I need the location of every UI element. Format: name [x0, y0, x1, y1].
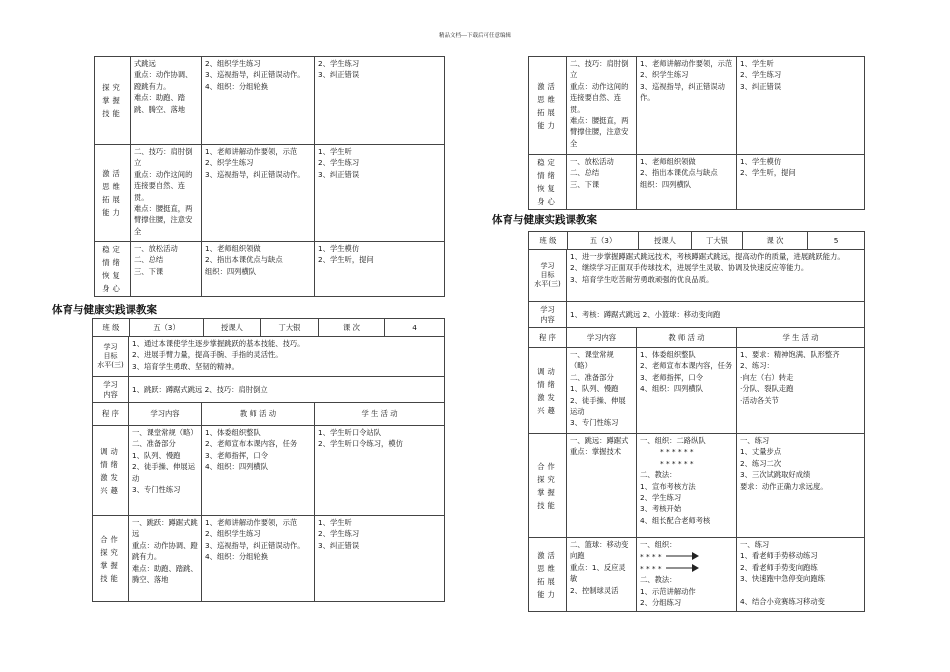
organization-text: 一、组织：: [640, 540, 677, 549]
phase-label: 调动 情绪 激发 兴趣: [93, 426, 129, 516]
lesson-plan-title: 体育与健康实践课教案: [492, 214, 597, 226]
learning-content-cell: 一、跳远：蹲踞式 重点：掌握技术: [567, 434, 637, 538]
learning-content-cell: 一、课堂常规（略） 二、准备部分 1、队列、慢跑 2、徒手操、伸展运动 3、专门性练习: [129, 426, 202, 516]
teacher-activity-cell: 2、组织学生练习 3、巡视指导，纠正错误动作。 4、组织：分组轮换: [202, 57, 315, 145]
col-order: 程 序: [93, 403, 129, 426]
student-activity-cell: 1、学生听口令站队 2、学生听口令练习，模仿: [315, 426, 445, 516]
learning-content: 1、考核：蹲踞式跳远 2、小篮球：移动变向跑: [567, 302, 865, 328]
class-label: 班 级: [102, 322, 120, 332]
right-top-table: [528, 56, 865, 210]
col-teacher: 教 师 活 动: [202, 403, 315, 426]
phase-label: 激活 思维 拓展 能力: [529, 538, 567, 612]
class-label: 班 级: [539, 235, 557, 245]
col-content: 学习内容: [567, 328, 637, 348]
teacher-activity-cell: 1、老师讲解动作要领，示范 2、织学生练习 3、巡视指导，纠正错误动作。: [202, 145, 315, 242]
teacher-activity-cell: [637, 538, 737, 612]
student-activity-cell: 1、学生听 2、学生练习 3、纠正错误: [315, 145, 445, 242]
learning-content-cell: 二、技巧：肩肘倒立 重点：动作这间的连接要自然、连贯。 难点：腰挺直，两臂撑住腰，注意安全: [131, 145, 202, 242]
learning-goals: 1、通过本课使学生逐步掌握跳跃的基本技能、技巧。 2、进展手臂力量，提高手腕、手指的灵活性。 3、培育学生勇敢、坚韧的精神。: [129, 337, 445, 377]
learning-content: 1、跳跃：蹲踞式跳远 2、技巧：肩肘倒立: [129, 377, 445, 403]
phase-label: 调动 情绪 激发 兴趣: [529, 348, 567, 434]
learning-content-label: 学习 内容: [93, 377, 129, 403]
organization-text: 一、组织：二路纵队: [640, 436, 706, 445]
student-activity-cell: 1、学生模仿 2、学生听，提问: [315, 242, 445, 297]
learning-content-cell: 一、课堂常规（略） 二、准备部分 1、队列、慢跑 2、徒手操、伸展运动 3、专门性练习: [567, 348, 637, 434]
learning-goals: 1、进一步掌握蹲踞式跳远技术，考核蹲踞式跳远，提高动作的质量，进展跳跃能力。 2、继续学习正面双手传球技术，进展学生灵敏、协调及快速反应等能力。 3、培育学生吃苦耐劳勇敢顽强的优良品质。: [567, 250, 865, 302]
lesson-number-label: 课 次: [742, 232, 807, 249]
student-activity-cell: 1、要求：精神饱满、队形整齐 2、练习： ·向左（右）转走 ·分队、裂队走跑 ·活动各关节: [737, 348, 865, 434]
lesson-number: 5: [807, 232, 864, 249]
learning-content-label: 学习 内容: [529, 302, 567, 328]
learning-content-cell: 一、放松活动 二、总结 三、下课: [567, 155, 637, 210]
learning-goals-label: 学习 目标 水平(三): [529, 250, 567, 302]
teacher-activity-cell: 1、体委组织整队 2、老师宣布本课内容，任务 3、老师指挥，口令 4、组织：四列横队: [202, 426, 315, 516]
arrow-icon: [666, 550, 700, 562]
phase-label: 合作 探究 掌握 技能: [93, 516, 129, 602]
col-teacher: 教 师 活 动: [637, 328, 737, 348]
lesson-plan-table-5: [528, 231, 865, 612]
learning-content-cell: 二、技巧：肩肘倒立 重点：动作这间的连接要自然、连贯。 难点：腰挺直，两臂撑住腰，注意安全: [567, 57, 637, 155]
teacher-name: 丁大银: [691, 232, 742, 249]
student-activity-cell: 2、学生练习 3、纠正错误: [315, 57, 445, 145]
student-activity-cell: 1、学生听 2、学生练习 3、纠正错误: [315, 516, 445, 602]
method-text: 二、教法： 1、宣布考核方法 2、学生练习 3、考核开始 4、组长配合老师考核: [640, 470, 711, 525]
class-value: 五（3）: [567, 232, 638, 249]
phase-label: 探究 掌握 技能: [95, 57, 131, 145]
student-activity-cell: 一、练习 1、看老师手势移动练习 2、看老师手势变向跑练 3、快速跑中急停变向跑练 4、结合小竞赛练习移动变: [737, 538, 865, 612]
teacher-activity-cell: 1、老师讲解动作要领，示范 2、织学生练习 3、巡视指导，纠正错误动作。: [637, 57, 737, 155]
method-text: 二、教法： 1、示范讲解动作 2、分组练习: [640, 575, 696, 608]
teacher-label: 授课人: [203, 319, 260, 336]
student-activity-cell: 1、学生听 2、学生练习 3、纠正错误: [737, 57, 865, 155]
teacher-activity-cell: 1、老师讲解动作要领，示范 2、组织学生练习 3、巡视指导，纠正错误动作。 4、组织：分组轮换: [202, 516, 315, 602]
lesson-plan-title: 体育与健康实践课教案: [52, 304, 157, 316]
col-student: 学 生 活 动: [737, 328, 865, 348]
teacher-label: 授课人: [638, 232, 691, 249]
student-activity-cell: 1、学生模仿 2、学生听，提问: [737, 155, 865, 210]
col-student: 学 生 活 动: [315, 403, 445, 426]
formation-row: * * * * * *: [660, 447, 694, 457]
phase-label: 稳定 情绪 恢复 身心: [529, 155, 567, 210]
learning-content-cell: 式跳远 重点：动作协调、蹬跳有力。 难点：助跑、踏跳、腾空、落地: [131, 57, 202, 145]
lesson-plan-table-4: [92, 318, 445, 602]
class-value: 五（3）: [129, 319, 203, 336]
teacher-activity-cell: 1、老师组织领做 2、指出本课优点与缺点 组织：四列横队: [637, 155, 737, 210]
formation-row: * * * * * *: [660, 458, 694, 468]
student-activity-cell: 一、练习 1、丈量步点 2、练习二次 3、三次试跳取好成绩 要求：动作正确力求远度。: [737, 434, 865, 538]
col-order: 程 序: [529, 328, 567, 348]
arrow-icon: [666, 562, 700, 574]
phase-label: 激活 思维 拓展 能力: [95, 145, 131, 242]
phase-label: 合作 探究 掌握 技能: [529, 434, 567, 538]
col-content: 学习内容: [129, 403, 202, 426]
lesson-number: 4: [384, 319, 444, 336]
learning-content-cell: 一、放松活动 二、总结 三、下课: [131, 242, 202, 297]
teacher-name: 丁大银: [260, 319, 318, 336]
page-header: 精品文档---下载后可任意编辑: [439, 33, 511, 39]
teacher-activity-cell: [637, 434, 737, 538]
lesson-number-label: 课 次: [318, 319, 384, 336]
teacher-activity-cell: 1、老师组织领做 2、指出本课优点与缺点 组织：四列横队: [202, 242, 315, 297]
formation-row: * * * *: [640, 563, 662, 573]
formation-row: * * * *: [640, 551, 662, 561]
learning-content-cell: 一、跳跃：蹲踞式跳远 重点：动作协调、蹬跳有力。 难点：助跑、踏跳、腾空、落地: [129, 516, 202, 602]
learning-content-cell: 二、篮球：移动变向跑 重点：1、反应灵敏 2、控制球灵活: [567, 538, 637, 612]
teacher-activity-cell: 1、体委组织整队 2、老师宣布本课内容，任务 3、老师指挥，口令 4、组织：四列横队: [637, 348, 737, 434]
phase-label: 激活 思维 拓展 能力: [529, 57, 567, 155]
phase-label: 稳定 情绪 恢复 身心: [95, 242, 131, 297]
learning-goals-label: 学习 目标 水平(三): [93, 337, 129, 377]
left-top-table: [94, 56, 445, 297]
